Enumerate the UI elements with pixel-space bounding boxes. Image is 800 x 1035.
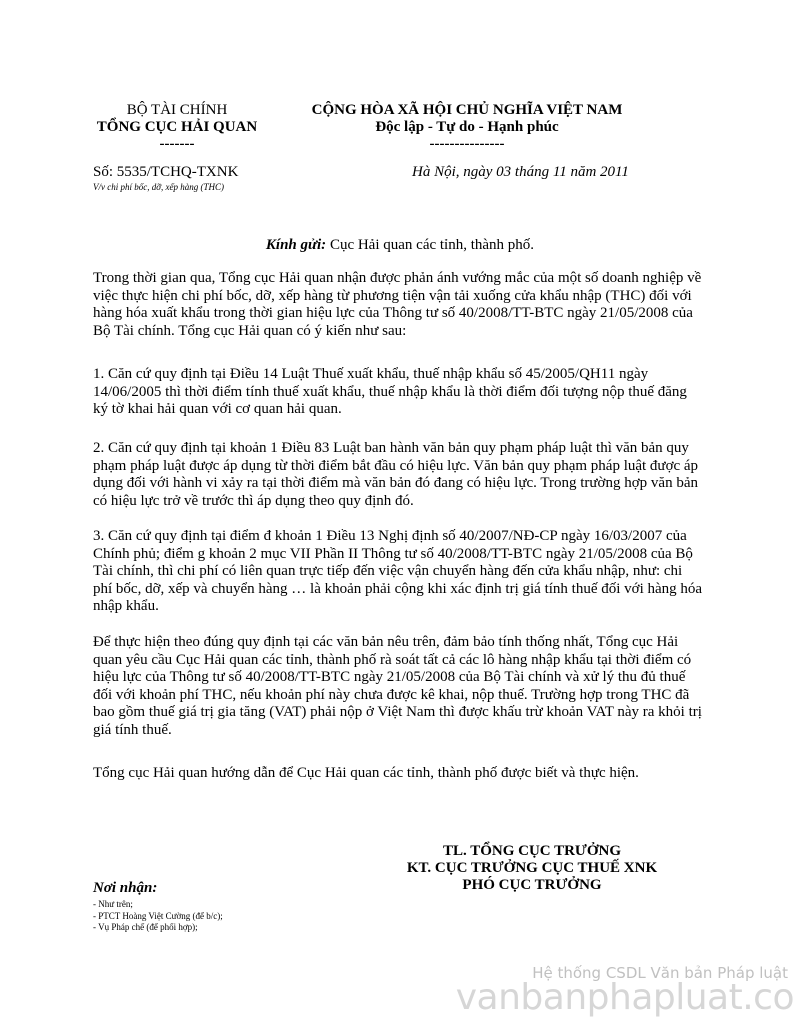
body-paragraph <box>93 765 705 783</box>
body-paragraph <box>93 366 705 419</box>
recipient-item: - Vụ Pháp chế (để phối hợp); <box>93 922 198 932</box>
country-name: CỘNG HÒA XÃ HỘI CHỦ NGHĨA VIỆT NAM <box>311 102 623 118</box>
salutation <box>0 236 800 254</box>
salutation-recipient: Cục Hải quan các tỉnh, thành phố. <box>326 237 535 253</box>
recipients-title: Nơi nhận: <box>93 880 158 896</box>
national-title-block <box>282 102 652 153</box>
issuing-authority-block <box>72 102 282 153</box>
header-left-divider: ------- <box>159 136 195 152</box>
paragraph-text: Trong thời gian qua, Tổng cục Hải quan nhận được phản ánh vướng mắc của một số doanh nghiệp về việc thực hiện chi phí bốc, dỡ, xếp hàng từ phương tiện vận tải xuống cửa khẩu nhập (THC) đối với hàng hóa xuất khẩu trong thời gian hiệu lực của Thông tư số 40/2008/TT-BTC ngày 21/05/2008 của Bộ Tài chính. Tổng cục Hải quan có ý kiến như sau: <box>93 270 702 339</box>
document-subject: V/v chi phí bốc, dỡ, xếp hàng (THC) <box>93 182 225 192</box>
paragraph-text: Tổng cục Hải quan hướng dẫn để Cục Hải quan các tỉnh, thành phố được biết và thực hiện. <box>93 765 639 781</box>
paragraph-text: 3. Căn cứ quy định tại điểm đ khoản 1 Điều 13 Nghị định số 40/2007/NĐ-CP ngày 16/03/2007 của Chính phủ; điểm g khoản 2 mục VII Phần II Thông tư số 40/2008/TT-BTC ngày 21/05/2008 của Bộ Tài chính, thì chi phí có liên quan trực tiếp đến việc vận chuyển hàng đến cửa khẩu nhập, như: chi phí bốc, dỡ, xếp và chuyển hàng … là khoản phải cộng khi xác định trị giá tính thuế đối với hàng hóa nhập khẩu. <box>93 528 703 614</box>
department-name: TỔNG CỤC HẢI QUAN <box>96 119 258 135</box>
body-paragraph <box>93 440 705 510</box>
recipients-list <box>93 899 223 934</box>
signature-line-3: PHÓ CỤC TRƯỞNG <box>462 877 602 893</box>
body-paragraph <box>93 528 705 616</box>
recipient-item: - Như trên; <box>93 899 133 909</box>
paragraph-text: Để thực hiện theo đúng quy định tại các văn bản nêu trên, đảm bảo tính thống nhất, Tổng cục Hải quan yêu cầu Cục Hải quan các tỉnh, thành phố rà soát tất cả các lô hàng nhập khẩu tại thời điểm có hiệu lực của Thông tư số 40/2008/TT-BTC ngày 21/05/2008 của Bộ Tài chính và xử lý thu đủ thuế đối với khoản phí THC, nếu khoản phí này chưa được kê khai, nộp thuế. Trường hợp trong THC đã bao gồm thuế giá trị gia tăng (VAT) phải nộp ở Việt Nam thì được khấu trừ khoản VAT này ra khỏi trị giá tính thuế. <box>93 634 702 738</box>
signature-line-2: KT. CỤC TRƯỞNG CỤC THUẾ XNK <box>406 860 658 876</box>
watermark-caption: Hệ thống CSDL Văn bản Pháp luật <box>532 964 788 982</box>
recipient-item: - PTCT Hoàng Việt Cường (để b/c); <box>93 910 223 921</box>
header-right-divider: --------------- <box>429 136 505 152</box>
paragraph-text: 1. Căn cứ quy định tại Điều 14 Luật Thuế xuất khẩu, thuế nhập khẩu số 45/2005/QH11 ngày 14/06/2005 thì thời điểm tính thuế xuất khẩu, thuế nhập khẩu là thời điểm đối tượng nộp thuế đăng ký tờ khai hải quan với cơ quan hải quan. <box>93 366 687 417</box>
place-date: Hà Nội, ngày 03 tháng 11 năm 2011 <box>412 164 629 180</box>
national-motto: Độc lập - Tự do - Hạnh phúc <box>375 119 559 135</box>
signature-line-1: TL. TỔNG CỤC TRƯỞNG <box>442 843 622 859</box>
body-paragraph <box>93 634 705 739</box>
signature-block <box>352 843 712 894</box>
body-paragraph <box>93 270 705 340</box>
watermark-site: vanbanphapluat.co <box>455 977 794 1018</box>
document-number: Số: 5535/TCHQ-TXNK <box>93 164 239 180</box>
salutation-label: Kính gửi: <box>265 237 327 253</box>
ministry-name: BỘ TÀI CHÍNH <box>126 102 228 118</box>
paragraph-text: 2. Căn cứ quy định tại khoản 1 Điều 83 Luật ban hành văn bản quy phạm pháp luật thì văn bản quy phạm pháp luật được áp dụng từ thời điểm bắt đầu có hiệu lực. Văn bản quy phạm pháp luật được áp dụng đối với hành vi xảy ra tại thời điểm mà văn bản đó đang có hiệu lực. Trong trường hợp văn bản có hiệu lực trở về trước thì áp dụng theo quy định đó. <box>93 440 699 509</box>
